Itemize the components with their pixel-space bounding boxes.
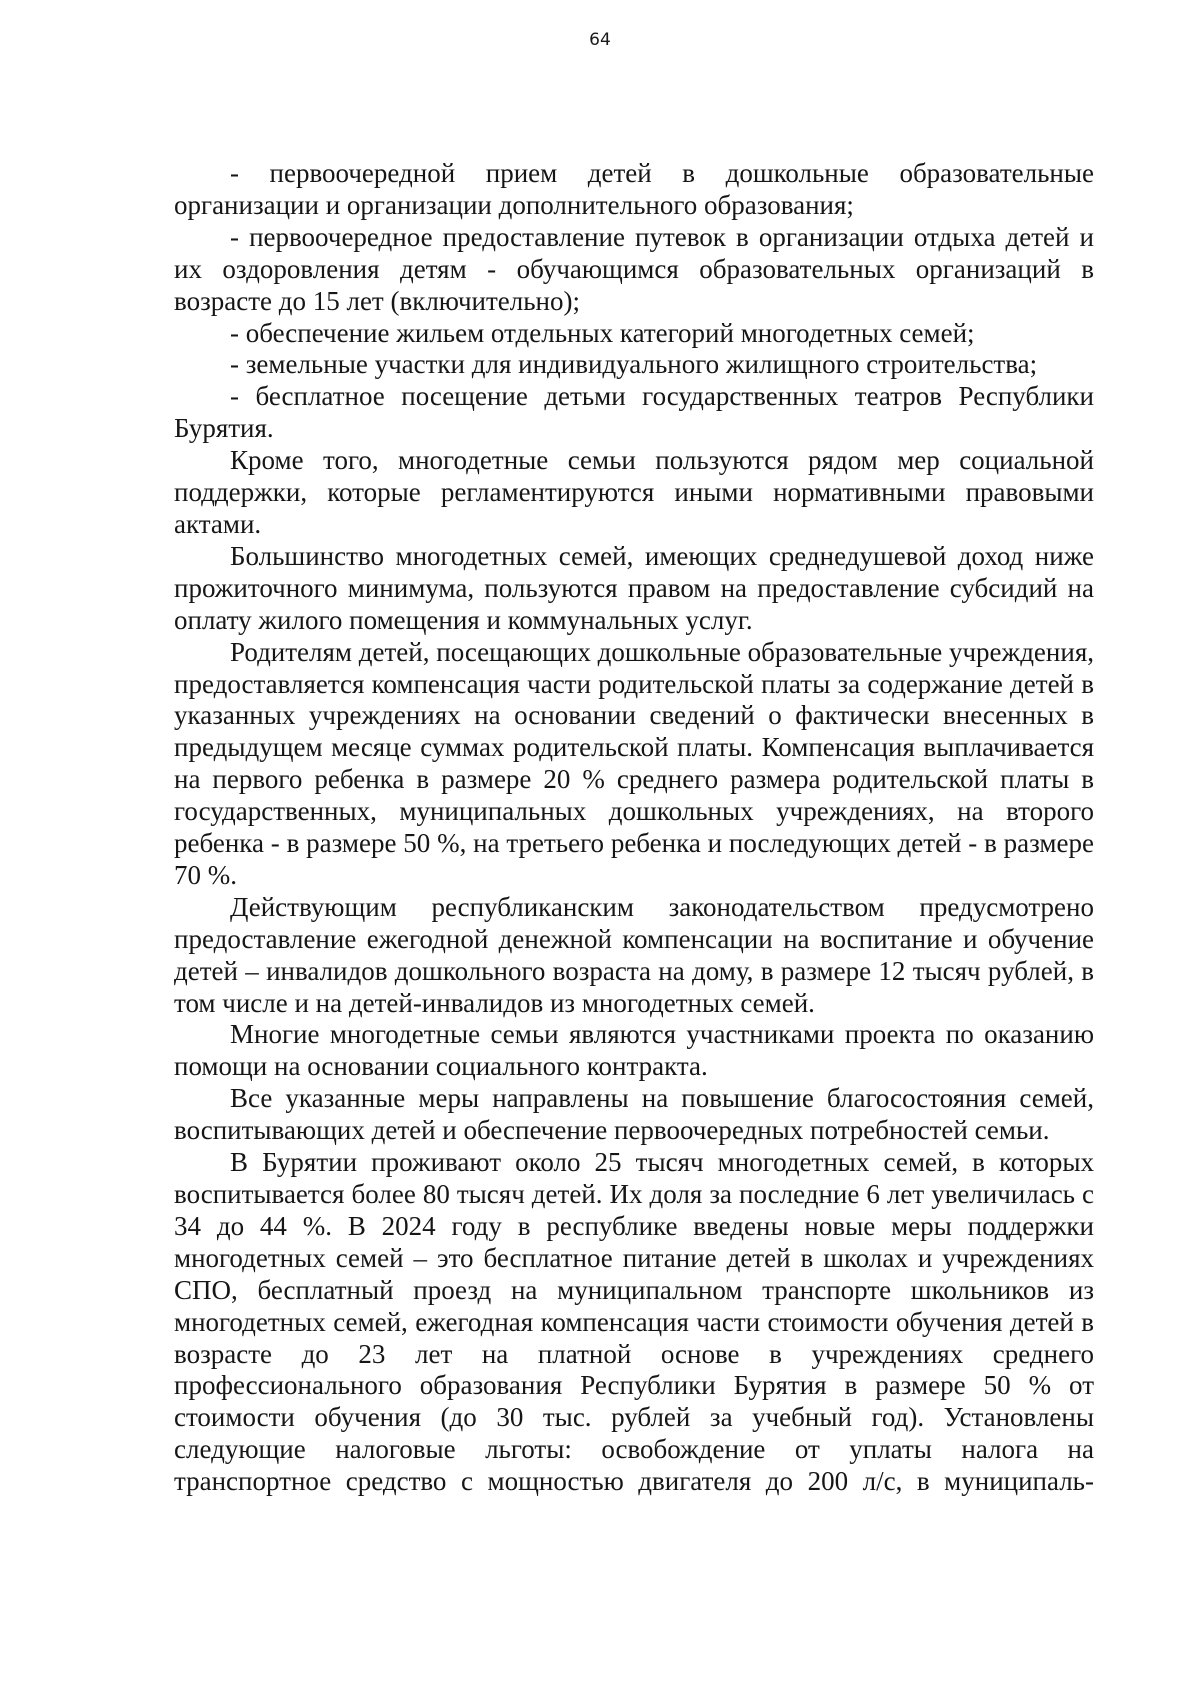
paragraph-free-theatres: - бесплатное посещение детьми государственных театров Республики Бурятия.	[174, 381, 1094, 444]
paragraph-disabled-children-compensation: Действующим республиканским законодательством предусмотрено предоставление ежегодной денежной компенсации на воспитание и обучение детей – инвалидов дошкольного возраста на дому, в размере 12 тысяч рублей, в том числе и на детей-инвалидов из многодетных семей.	[174, 891, 1094, 1018]
paragraph-land-plots: - земельные участки для индивидуального жилищного строительства;	[230, 349, 1038, 380]
paragraph-other-measures: Кроме того, многодетные семьи пользуются рядом мер социальной поддержки, которые регламентируются иными нормативными правовыми актами.	[174, 445, 1094, 539]
paragraph-social-contract: Многие многодетные семьи являются участниками проекта по оказанию помощи на основании социального контракта.	[174, 1019, 1094, 1082]
paragraph-preschool-compensation: Родителям детей, посещающих дошкольные образовательные учреждения, предоставляется компенсация части родительской платы за содержание детей в указанных учреждениях на основании сведений о фактически внесенных в предыдущем месяце суммах родительской платы. Компенсация выплачивается на первого ребенка в размере 20 % среднего размера родительской платы в государственных, муниципальных дошкольных учреждениях, на второго ребенка - в размере 50 %, на третьего ребенка и последующих детей - в размере 70 %.	[174, 636, 1094, 890]
document-body	[174, 158, 1094, 1498]
paragraph-measures-purpose: Все указанные меры направлены на повышение благосостояния семей, воспитывающих детей и обеспечение первоочередных потребностей семьи.	[174, 1083, 1094, 1146]
paragraph-priority-vouchers: - первоочередное предоставление путевок в организации отдыха детей и их оздоровления детям - обучающимся образовательных организаций в возрасте до 15 лет (включительно);	[174, 221, 1094, 316]
paragraph-priority-admission: - первоочередной прием детей в дошкольные образовательные организации и организации дополнительного образования;	[174, 158, 1094, 220]
page-number: 64	[589, 30, 611, 50]
paragraph-housing-subsidies: Большинство многодетных семей, имеющих среднедушевой доход ниже прожиточного минимума, пользуются правом на предоставление субсидий на оплату жилого помещения и коммунальных услуг.	[174, 540, 1094, 635]
paragraph-housing: - обеспечение жильем отдельных категорий многодетных семей;	[230, 317, 975, 348]
paragraph-buryatia-statistics: В Бурятии проживают около 25 тысяч многодетных семей, в которых воспитывается более 80 тысяч детей. Их доля за последние 6 лет увеличилась с 34 до 44 %. В 2024 году в республике введены новые меры поддержки многодетных семей – это бесплатное питание детей в школах и учреждениях СПО, бесплатный проезд на муниципальном транспорте школьников из многодетных семей, ежегодная компенсация части стоимости обучения детей в возрасте до 23 лет на платной основе в учреждениях среднего профессионального образования Республики Бурятия в размере 50 % от стоимости обучения (до 30 тыс. рублей за учебный год). Установлены следующие налоговые льготы: освобождение от уплаты налога на транспортное средство с мощностью двигателя до 200 л/с, в муниципаль-	[174, 1147, 1094, 1497]
